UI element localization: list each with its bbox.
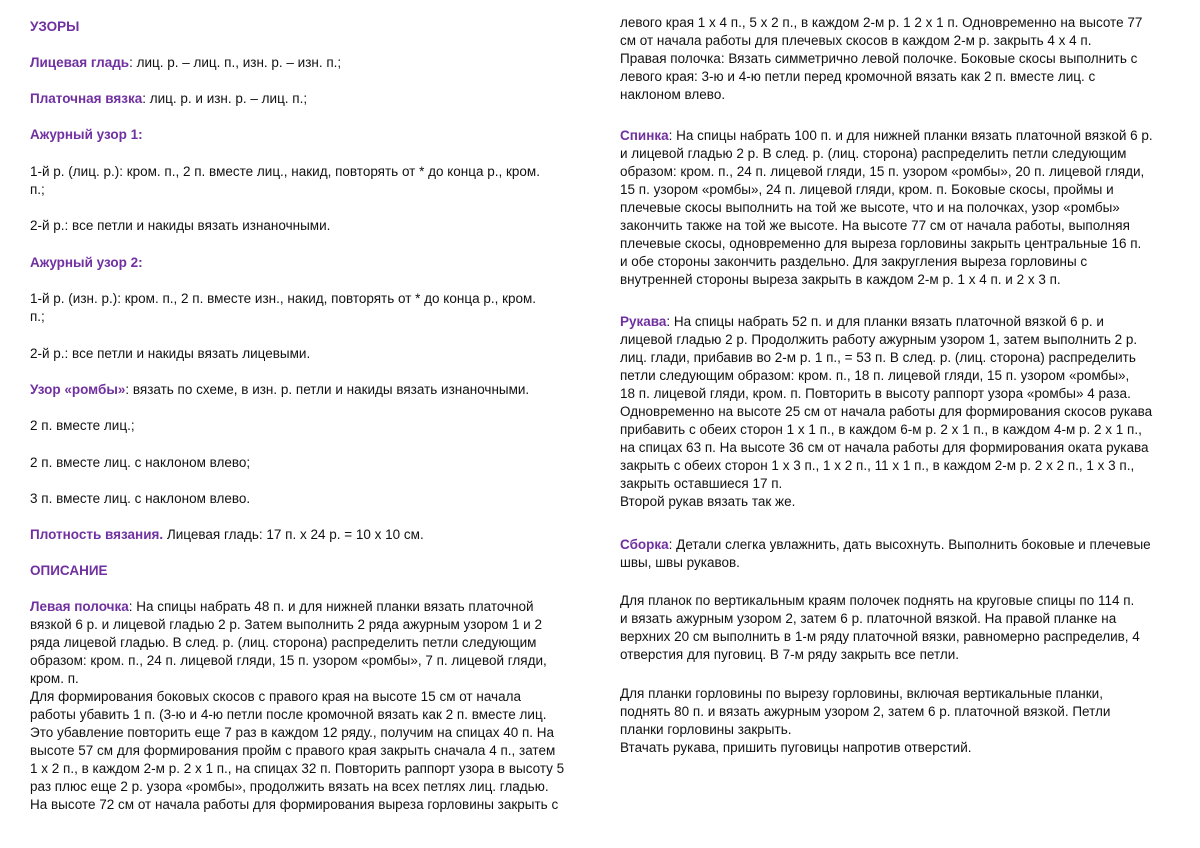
lace1-heading <box>30 126 143 144</box>
back-label: Спинка <box>620 128 669 143</box>
left-front-first-line <box>30 598 564 616</box>
legend-item: 3 п. вместе лиц. с наклоном влево. <box>30 491 251 506</box>
assembly-first-line <box>620 536 1151 554</box>
section-patterns-heading: УЗОРЫ <box>30 19 80 34</box>
back-line: плечевые скосы выполнить на той же высоте, что и на полочках, узор «ромбы» <box>620 200 1120 215</box>
left-front-line: Это убавление повторить еще 7 раз в каждом 12 ряду., получим на спицах 40 п. На <box>30 725 555 740</box>
legend-item: 2 п. вместе лиц.; <box>30 418 135 433</box>
back-paragraph <box>620 127 1153 289</box>
left-front-first-text: : На спицы набрать 48 п. и для нижней планки вязать платочной <box>128 599 534 614</box>
section-description-heading: ОПИСАНИЕ <box>30 563 108 578</box>
left-front-line: работы убавить 1 п. (3-ю и 4-ю петли после кромочной вязать как 2 п. вместе лиц. <box>30 707 547 722</box>
sleeve-line: лицевой гладью 2 р. Продолжить работу ажурным узором 1, затем выполнить 2 р. <box>620 332 1138 347</box>
left-front-label: Левая полочка <box>30 599 129 614</box>
plackets-line: и вязать ажурным узором 2, затем 6 р. платочной вязкой. На правой планке на <box>620 611 1117 626</box>
continued-line: Правая полочка: Вязать симметрично левой полочке. Боковые скосы выполнить с <box>620 51 1138 66</box>
sleeve-line: лиц. глади, прибавив во 2-м р. 1 п., = 53 п. В след. р. (лиц. сторона) распределить <box>620 350 1136 365</box>
lace2-row1-line: 1-й р. (изн. р.): кром. п., 2 п. вместе изн., накид, повторять от * до конца р., кром. <box>30 291 537 306</box>
left-front-line: ряда лицевой гладью. В след. р. (лиц. сторона) распределить петли следующим <box>30 635 537 650</box>
left-front-line: Для формирования боковых скосов с правого края на высоте 15 см от начала <box>30 689 521 704</box>
stockinette-text: : лиц. р. – лиц. п., изн. р. – изн. п.; <box>129 55 342 70</box>
continued-line: см от начала работы для плечевых скосов в каждом 2-м р. закрыть 4 х 4 п. <box>620 33 1092 48</box>
sleeve-line: на спицах 63 п. На высоте 36 см от начала работы для формирования оката рукава <box>620 440 1149 455</box>
sleeve-line: 18 п. лицевой гляди, кром. п. Повторить в высоту раппорт узора «ромбы» 4 раза. <box>620 386 1131 401</box>
rhombs-paragraph <box>30 381 529 399</box>
continued-line: наклоном влево. <box>620 87 726 102</box>
continued-line: левого края: 3-ю и 4-ю петли перед кромочной вязать как 2 п. вместе лиц. с <box>620 69 1096 84</box>
sleeve-first-text: : На спицы набрать 52 п. и для планки вязать платочной вязкой 6 р. и <box>666 314 1104 329</box>
gauge-text: Лицевая гладь: 17 п. х 24 р. = 10 х 10 см. <box>163 527 424 542</box>
sleeve-line: закрыть с обеих сторон 1 х 3 п., 1 х 2 п., 11 х 1 п., в каждом 2-м р. 2 х 2 п., 1 х 3 п., <box>620 458 1135 473</box>
back-line: плечевые скосы, одновременно для выреза горловины закрыть центральные 16 п. <box>620 236 1142 251</box>
sleeve-paragraph <box>620 313 1152 511</box>
back-line: закончить также на той же высоте. На высоте 77 см от начала работы, выполняя <box>620 218 1130 233</box>
plackets-line: верхних 20 см выполнить в 1-м ряду платочной вязки, равномерно распределив, 4 <box>620 629 1140 644</box>
legend-item: 2 п. вместе лиц. с наклоном влево; <box>30 455 251 470</box>
lace2-row1-line: п.; <box>30 309 45 324</box>
back-line: образом: кром. п., 24 п. лицевой гляди, 15 п. узором «ромбы», 20 п. лицевой гляди, <box>620 164 1145 179</box>
sleeve-line: Одновременно на высоте 25 см от начала работы для формирования скосов рукава <box>620 404 1153 419</box>
rhombs-label: Узор «ромбы» <box>30 382 126 397</box>
left-front-paragraph <box>30 598 564 814</box>
garter-text: : лиц. р. и изн. р. – лиц. п.; <box>142 91 308 106</box>
stockinette-paragraph <box>30 54 341 72</box>
assembly-paragraph <box>620 536 1151 572</box>
lace1-row1-line: п.; <box>30 182 45 197</box>
left-front-line: образом: кром. п., 24 п. лицевой гляди, 15 п. узором «ромбы», 7 п. лицевой гляди, <box>30 653 547 668</box>
assembly-label: Сборка <box>620 537 669 552</box>
garter-label: Платочная вязка <box>30 91 143 106</box>
left-front-line: 1 х 2 п., в каждом 2-м р. 2 х 1 п., на спицах 32 п. Повторить раппорт узора в высоту 5 <box>30 761 565 776</box>
neckband-line: поднять 80 п. и вязать ажурным узором 2, затем 6 р. платочной вязкой. Петли <box>620 704 1111 719</box>
neckband-paragraph <box>620 685 1110 757</box>
gauge-paragraph <box>30 526 424 544</box>
neckband-line: планки горловины закрыть. <box>620 722 792 737</box>
lace1-row1-line: 1-й р. (лиц. р.): кром. п., 2 п. вместе лиц., накид, повторять от * до конца р., кром. <box>30 164 540 179</box>
continued-paragraph <box>620 14 1142 104</box>
lace1-colon: : <box>138 127 143 142</box>
assembly-line: швы, швы рукавов. <box>620 555 740 570</box>
gauge-label: Плотность вязания. <box>30 527 164 542</box>
lace2-heading <box>30 254 143 272</box>
plackets-paragraph <box>620 592 1140 664</box>
back-line: 15 п. узором «ромбы», 24 п. лицевой гляди, кром. п. Боковые скосы, проймы и <box>620 182 1114 197</box>
lace1-label: Ажурный узор 1 <box>30 127 139 142</box>
back-first-text: : На спицы набрать 100 п. и для нижней планки вязать платочной вязкой 6 р. <box>668 128 1153 143</box>
lace2-label: Ажурный узор 2 <box>30 255 139 270</box>
sleeve-label: Рукава <box>620 314 667 329</box>
plackets-line: отверстия для пуговиц. В 7-м ряду закрыть все петли. <box>620 647 959 662</box>
neckband-line: Для планки горловины по вырезу горловины, включая вертикальные планки, <box>620 686 1103 701</box>
back-first-line <box>620 127 1153 145</box>
left-front-line: высоте 57 см для формирования пройм с правого края закрыть сначала 4 п., затем <box>30 743 556 758</box>
sleeve-first-line <box>620 313 1152 331</box>
sleeve-line: прибавить с обеих сторон 1 х 1 п., в каждом 6-м р. 2 х 1 п., в каждом 4-м р. 2 х 1 п., <box>620 422 1142 437</box>
stockinette-label: Лицевая гладь <box>30 55 130 70</box>
back-line: и обе стороны закончить раздельно. Для закругления выреза горловины с <box>620 254 1088 269</box>
continued-line: левого края 1 х 4 п., 5 х 2 п., в каждом 2-м р. 1 2 х 1 п. Одновременно на высоте 77 <box>620 15 1143 30</box>
rhombs-text: : вязать по схеме, в изн. р. петли и накиды вязать изнаночными. <box>125 382 530 397</box>
sleeve-line: закрыть оставшиеся 17 п. <box>620 476 783 491</box>
sleeve-line: петли следующим образом: кром. п., 18 п. лицевой гляди, 15 п. узором «ромбы», <box>620 368 1130 383</box>
neckband-line: Втачать рукава, пришить пуговицы напротив отверстий. <box>620 740 972 755</box>
plackets-line: Для планок по вертикальным краям полочек поднять на круговые спицы по 114 п. <box>620 593 1135 608</box>
back-line: внутренней стороны выреза закрыть в каждом 2-м р. 1 х 4 п. и 2 х 3 п. <box>620 272 1061 287</box>
assembly-first-text: : Детали слегка увлажнить, дать высохнуть. Выполнить боковые и плечевые <box>668 537 1151 552</box>
sleeve-line: Второй рукав вязать так же. <box>620 494 796 509</box>
left-front-line: кром. п. <box>30 671 79 686</box>
lace2-row2-line: 2-й р.: все петли и накиды вязать лицевыми. <box>30 346 311 361</box>
left-front-line: вязкой 6 р. и лицевой гладью 2 р. Затем выполнить 2 ряда ажурным узором 1 и 2 <box>30 617 542 632</box>
lace2-colon: : <box>138 255 143 270</box>
left-front-line: На высоте 72 см от начала работы для формирования выреза горловины закрыть с <box>30 797 559 812</box>
garter-paragraph <box>30 90 307 108</box>
lace1-row2-line: 2-й р.: все петли и накиды вязать изнаночными. <box>30 218 331 233</box>
left-front-line: раз плюс еще 2 р. узора «ромбы», продолжить вязать на всех петлях лиц. гладью. <box>30 779 549 794</box>
back-line: и лицевой гладью 2 р. В след. р. (лиц. сторона) распределить петли следующим <box>620 146 1127 161</box>
